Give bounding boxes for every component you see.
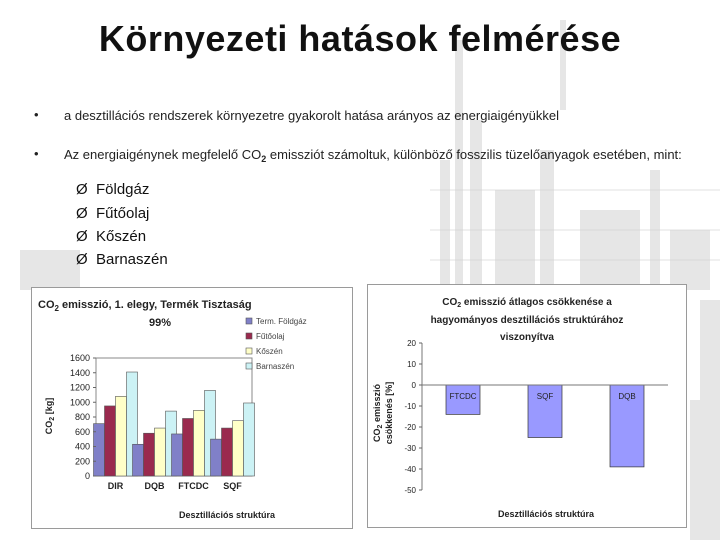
chart1-bar xyxy=(105,406,116,476)
chart1-bar xyxy=(133,444,144,476)
chart2-category-label: DQB xyxy=(618,392,636,401)
chart2-ytick-label: 10 xyxy=(407,360,416,369)
chart2-title-line3: viszonyítva xyxy=(500,332,554,343)
chart2-ytick-label: -30 xyxy=(404,444,416,453)
chart2-ytick-label: -50 xyxy=(404,486,416,495)
chart2-title-line1: $CO_2$ emisszió átlagos csökkenése a xyxy=(442,297,612,309)
fuel-list-item xyxy=(76,228,146,245)
chart1-legend-swatch xyxy=(246,318,252,324)
chart1-title-line1: $CO_2$ emisszió, 1. elegy, Termék Tisztaság xyxy=(38,299,252,313)
chart1-bar xyxy=(211,439,222,476)
chart1-bar xyxy=(244,403,255,476)
chart1-bar xyxy=(116,396,127,476)
emission-chart-svg xyxy=(32,288,352,528)
arrow-bullet-icon: Ø xyxy=(76,228,88,245)
chart1-bar xyxy=(172,434,183,476)
chart1-ytick-label: 1600 xyxy=(69,353,90,363)
chart1-legend-swatch xyxy=(246,363,252,369)
chart2-ytick-label: -20 xyxy=(404,423,416,432)
chart2-ylabel-line2: csökkenés [%] xyxy=(384,381,394,445)
chart1-ytick-label: 200 xyxy=(74,456,90,467)
fuel-name: Barnaszén xyxy=(96,251,168,268)
chart1-bar xyxy=(222,428,233,476)
chart1-legend-label: Term. Földgáz xyxy=(256,317,307,326)
chart1-bar xyxy=(144,433,155,476)
chart2-category-label: FTCDC xyxy=(449,392,477,401)
chart1-category-label: DQB xyxy=(144,481,165,491)
fuel-name: Földgáz xyxy=(96,181,150,198)
chart2-ytick-label: 20 xyxy=(407,339,416,348)
chart1-ytick-label: 1200 xyxy=(69,382,90,393)
slide-title: Környezeti hatások felmérése xyxy=(98,18,622,59)
chart1-category-label: SQF xyxy=(223,481,242,491)
chart1-bar xyxy=(155,428,166,476)
emission-reduction-chart-svg xyxy=(368,285,686,527)
chart2-ytick-label: 0 xyxy=(411,381,416,390)
emission-reduction-chart xyxy=(367,284,687,528)
chart1-legend-swatch xyxy=(246,348,252,354)
chart2-ytick-label: -10 xyxy=(404,402,416,411)
chart1-ytick-label: 1400 xyxy=(69,367,90,378)
chart2-title-line2: hagyományos desztillációs struktúrához xyxy=(430,315,624,326)
chart1-ytick-label: 400 xyxy=(74,441,90,452)
chart1-ytick-label: 1000 xyxy=(69,397,90,408)
arrow-bullet-icon: Ø xyxy=(76,205,88,222)
chart1-category-label: FTCDC xyxy=(178,481,209,491)
fuel-name: Fűtőolaj xyxy=(96,205,150,222)
emission-chart xyxy=(31,287,353,529)
chart1-ytick-label: 0 xyxy=(84,471,90,481)
chart1-category-label: DIR xyxy=(107,481,124,491)
fuel-name: Kőszén xyxy=(96,228,147,245)
chart1-legend-label: Kőszén xyxy=(256,347,283,356)
chart1-ylabel: $CO_2$ [kg] xyxy=(44,397,56,435)
bullet-marker: • xyxy=(34,107,39,122)
chart2-ytick-label: -40 xyxy=(404,465,416,474)
chart1-legend-label: Fűtőolaj xyxy=(256,332,285,341)
bullet-marker: • xyxy=(34,146,39,161)
chart1-title-line2: 99% xyxy=(148,317,172,329)
chart1-ytick-label: 600 xyxy=(74,426,90,437)
chart1-ytick-label: 800 xyxy=(74,412,90,422)
chart1-legend-label: Barnaszén xyxy=(256,362,295,371)
arrow-bullet-icon: Ø xyxy=(76,251,88,268)
chart1-legend-swatch xyxy=(246,333,252,339)
chart1-xlabel: Desztillációs struktúra xyxy=(178,510,276,520)
chart2-xlabel: Desztillációs struktúra xyxy=(497,509,595,519)
fuel-list-item xyxy=(76,205,149,222)
fuel-list-item xyxy=(76,251,168,268)
chart1-bar xyxy=(183,418,194,476)
arrow-bullet-icon: Ø xyxy=(76,181,88,198)
bullet-text: a desztillációs rendszerek környezetre gyakorolt hatása arányos az energiaigényükkel xyxy=(64,108,559,123)
chart2-category-label: SQF xyxy=(536,392,554,401)
chart1-bar xyxy=(233,421,244,476)
chart2-ylabel-line1: $CO_2$ emisszió xyxy=(372,384,384,442)
bullet-text: Az energiaigénynek megfelelő $CO_2$ emissziót számoltuk, különböző fosszilis tüzelőanyagok esetében, mint: xyxy=(64,147,682,164)
fuel-list-item xyxy=(76,181,149,198)
chart1-bar xyxy=(194,410,205,476)
